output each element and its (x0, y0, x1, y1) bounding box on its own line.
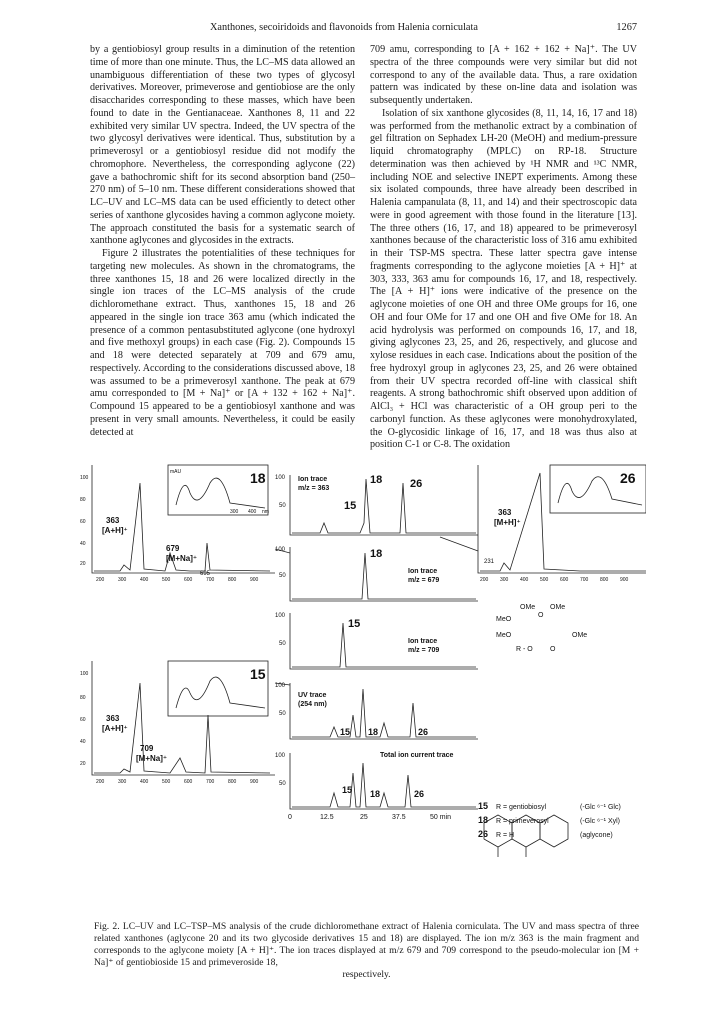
paragraph: by a gentiobiosyl group results in a diminution of the retention time of more than one minute. Thus, the LC–MS data allowed an unambiguous differentiation of these two types of glycosyl derivatives. Moreover, primeverose and gentiobiose are the only disaccharides corresponding to these masses, which have been found to date in the Gentianaceae. Xanthones 8, 11 and 22 exhibited very similar UV spectra. Indeed, the UV spectra of the two glycosyl derivatives were identical. Thus, substitution by a primeverosyl or a gentiobiosyl residue did not modify the chromophore. Nevertheless, the corresponding aglycone (22) gave a bathochromic shift for its second absorption band (250–270 nm) of 5–10 nm. These different considerations showed that LC–UV and LC–MS data can be used efficiently to detect other series of xanthone glycosides having a common aglycone moiety. The approach constituted the basis for a systematic search of xanthone aglycones and glycosides in the extracts. (90, 44, 355, 247)
axis-tick: 200 (480, 577, 489, 583)
axis-tick: 100 (275, 547, 286, 553)
legend-number: 15 (478, 801, 489, 811)
figure-2 (80, 453, 646, 923)
axis-tick: 100 (275, 683, 286, 689)
axis-tick: 800 (228, 779, 237, 785)
trace-title: Total ion current trace (380, 752, 454, 759)
axis-tick: 400 (140, 577, 149, 583)
trace-peak-label: 18 (370, 474, 383, 486)
spectrum-18-base-ion: [A+H]⁺ (102, 526, 128, 535)
axis-tick: 60 (80, 717, 86, 723)
axis-tick: 100 (275, 613, 286, 619)
trace-peak-label: 15 (340, 727, 351, 737)
axis-tick: 600 (184, 779, 193, 785)
trace-peak-label: 26 (410, 478, 423, 490)
uv-inset-unit: mAU (170, 469, 182, 475)
spectrum-15-peak2: 709 (140, 744, 154, 753)
spectrum-18-peak2: 679 (166, 544, 180, 553)
paragraph: 709 amu, corresponding to [A + 162 + 162 + Na]⁺. The UV spectra of the three compounds were very similar but did not correspond to any of the available data. Thus, a rare oxidation pattern was indicated by these on-line data and isolation was subsequently undertaken. (370, 44, 637, 106)
legend-desc: R = H (496, 832, 515, 839)
trace-sub: m/z = 363 (298, 485, 330, 492)
axis-tick: 500 (162, 577, 171, 583)
axis-tick: 500 (162, 779, 171, 785)
axis-tick: 50 (279, 781, 286, 787)
structure-label: OMe (550, 604, 566, 611)
axis-tick: 100 (275, 753, 286, 759)
axis-tick: nm (262, 509, 269, 515)
spectrum-18-label: 18 (250, 470, 266, 486)
axis-tick: 900 (250, 779, 259, 785)
running-title: Xanthones, secoiridoids and flavonoids from Halenia corniculata (210, 22, 478, 33)
paragraph: Isolation of six xanthone glycosides (8, 11, 14, 16, 17 and 18) was performed from the methanolic extract by a combination of gel filtration on Sephadex LH-20 (MeOH) and medium-pressure liquid chromatography (MPLC) on RP-18. Structure determination was then achieved by ¹H NMR and ¹³C NMR, including NOE and selective INEPT experiments. Among these six isolated compounds, three have already been described in Halenia campanulata (8, 11, and 14) and their spectroscopic data were in good agreement with those found in the literature [13]. The three others (16, 17, and 18) appeared to be primeverosyl xanthones because of the characteristic loss of 316 amu exhibited in their TSP-MS spectra. These latter spectra gave intense fragments corresponding to the aglycone moieties [A + H]⁺ at 303, 333, 363 amu for compounds 16, 17, and 18, respectively. The [A + H]⁺ ions were indicative of the presence on the aglycone moieties of one OH and three OMe groups for 16, one OH and four OMe for 17 and one OH and five OMe for 18. An acid hydrolysis was performed on compounds 16, 17, and 18, giving aglycones 23, 25, and 26, respectively, and glucose and xylose residues in each case. Indications about the position of the free hydroxyl group in aglycones 23, 25, and 26 were obtained from their UV spectra recorded off-line with classical shift reagents. A strong bathochromic shift observed upon addition of AlCl₃ + HCl was characteristic of a OH group peri to the carbonyl function. As these aglycones were monohydroxylated, the O-glycosidic linkage of 16, 17, and 18 was thus also at position C-1 or C-8. The oxidation (370, 107, 637, 451)
trace-sub: m/z = 679 (408, 577, 440, 584)
trace-peak-label: 26 (418, 727, 429, 737)
spectrum-15-label: 15 (250, 666, 266, 682)
axis-tick: 400 (520, 577, 529, 583)
axis-tick: 50 (279, 711, 286, 717)
spectrum-18-small-peak: 695 (200, 571, 211, 577)
structure-label: R - O (516, 646, 533, 653)
axis-tick: 80 (80, 497, 86, 503)
axis-tick: 500 (540, 577, 549, 583)
trace-peak-label: 18 (368, 727, 379, 737)
trace-sub: m/z = 709 (408, 647, 440, 654)
axis-tick: 20 (80, 561, 86, 567)
spectrum-15-peak2-ion: [M+Na]⁺ (136, 754, 168, 763)
right-column (370, 44, 637, 452)
axis-tick: 900 (620, 577, 629, 583)
axis-tick: 800 (600, 577, 609, 583)
time-tick: 37.5 (392, 814, 406, 821)
axis-tick: 200 (96, 577, 105, 583)
trace-title: Ion trace (408, 568, 438, 575)
trace-sub: (254 nm) (298, 701, 327, 708)
trace-peak-label: 18 (370, 548, 383, 560)
axis-tick: 60 (80, 519, 86, 525)
axis-tick: 800 (228, 577, 237, 583)
spectrum-15-base: 363 (106, 714, 120, 723)
structure-label: MeO (496, 632, 512, 639)
axis-tick: 700 (206, 577, 215, 583)
axis-tick: 400 (248, 509, 257, 515)
axis-tick: 300 (500, 577, 509, 583)
caption-text: Fig. 2. LC–UV and LC–TSP–MS analysis of the crude dichloromethane extract of Halenia corniculata. The UV and mass spectra of three related xanthones (aglycone 20 and its two glycoside derivatives 15 and 18) are displayed. The ion m/z 363 is the main fragment and corresponds to the aglycone moiety [A + H]⁺. The ion traces displayed at m/z 679 and 709 correspond to the pseudo-molecular ion [M + Na]⁺ of gentiobioside 15 and primeveroside 18, (94, 921, 639, 968)
caption-last: respectively. (342, 969, 391, 980)
spectrum-15-base-ion: [A+H]⁺ (102, 724, 128, 733)
legend-number: 26 (478, 829, 489, 839)
trace-peak-label: 26 (414, 789, 425, 799)
time-tick: 25 (360, 814, 368, 821)
trace-peak-label: 15 (344, 500, 357, 512)
axis-tick: 400 (140, 779, 149, 785)
legend-desc: R = primeverosyl (496, 818, 549, 825)
trace-peak-label: 15 (342, 785, 353, 795)
spectrum-26-small-peak: 231 (484, 559, 495, 565)
figure-caption (94, 921, 639, 981)
spectrum-26-base-ion: [M+H]⁺ (494, 518, 521, 527)
axis-tick: 300 (118, 779, 127, 785)
axis-tick: 40 (80, 739, 86, 745)
spectrum-26-base: 363 (498, 508, 512, 517)
trace-peak-label: 18 (370, 789, 381, 799)
legend-sugar: (aglycone) (580, 832, 613, 839)
axis-tick: 100 (80, 671, 89, 677)
axis-tick: 200 (96, 779, 105, 785)
axis-tick: 900 (250, 577, 259, 583)
axis-tick: 20 (80, 761, 86, 767)
axis-tick: 600 (184, 577, 193, 583)
time-tick: 0 (288, 814, 292, 821)
structure-label: O (538, 612, 544, 619)
legend-desc: R = gentiobiosyl (496, 804, 547, 811)
axis-tick: 300 (118, 577, 127, 583)
time-tick: 50 min (430, 814, 452, 821)
trace-peak-label: 15 (348, 618, 361, 630)
structure-label: OMe (572, 632, 588, 639)
time-tick: 12.5 (320, 814, 334, 821)
legend-number: 18 (478, 815, 489, 825)
axis-tick: 50 (279, 503, 286, 509)
axis-tick: 100 (275, 475, 286, 481)
structure-label: O (550, 646, 556, 653)
page-number: 1267 (616, 22, 637, 33)
paragraph: Figure 2 illustrates the potentialities of these techniques for targeting new molecules. As shown in the chromatograms, the three xanthones 15, 18 and 26 were localized directly in the single ion traces of the LC–MS analysis of the crude dichloromethane extract. Thus, xanthones 15, 18 and 26 appeared in the single ion trace 363 amu (which indicated the presence of a common pentasubstituted aglycone (one hydroxyl and five methoxyl groups) in each case (Fig. 2). Compounds 15 and 18 were detected separately at 709 and 679 amu, respectively. According to the considerations discussed above, 18 was assumed to be a primeverosyl xanthone. The peak at 679 amu corresponded to [M + Na]⁺ or [A + 132 + 162 + Na]⁺. Compound 15 appeared to be a gentiobiosyl xanthone and was present in very small amounts. Nevertheless, it could be easily detected at (90, 248, 355, 438)
spectrum-18-base: 363 (106, 516, 120, 525)
legend-sugar: (-Glc ⁶⁻¹ Glc) (580, 804, 621, 811)
trace-title: Ion trace (298, 476, 328, 483)
structure-label: OMe (520, 604, 536, 611)
spectrum-18-peak2-ion: [M+Na]⁺ (166, 554, 198, 563)
trace-title: UV trace (298, 692, 327, 699)
axis-tick: 600 (560, 577, 569, 583)
axis-tick: 300 (230, 509, 239, 515)
axis-tick: 50 (279, 573, 286, 579)
structure-label: MeO (496, 616, 512, 623)
axis-tick: 700 (580, 577, 589, 583)
left-column (90, 44, 355, 439)
spectrum-26-label: 26 (620, 470, 636, 486)
axis-tick: 700 (206, 779, 215, 785)
trace-title: Ion trace (408, 638, 438, 645)
axis-tick: 80 (80, 695, 86, 701)
axis-tick: 100 (80, 475, 89, 481)
axis-tick: 40 (80, 541, 86, 547)
legend-sugar: (-Glc ⁶⁻¹ Xyl) (580, 818, 621, 825)
axis-tick: 50 (279, 641, 286, 647)
